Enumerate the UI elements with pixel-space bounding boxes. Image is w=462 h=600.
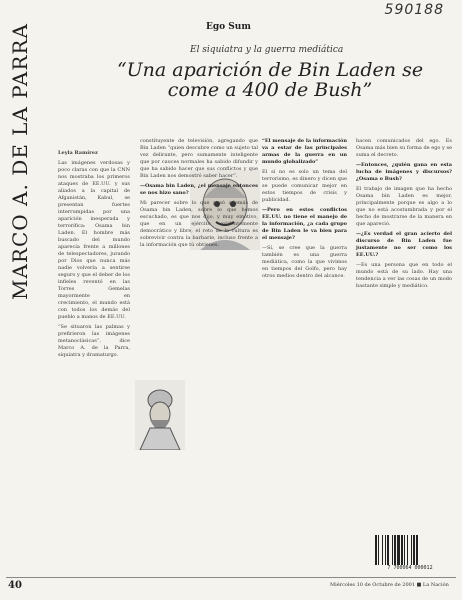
barcode-number: 7 700064 000012 (387, 565, 433, 571)
paragraph: hacen comunicados del ego. Es Osama más bien su forma de ego y se suma el decreto. (356, 138, 452, 158)
article-column-2 (140, 138, 258, 252)
caricature-illustration (135, 380, 185, 450)
interview-question: —¿Es verdad el gran acierto del discurso de Bin Laden fue justamente no ser como los EE.UU.? (356, 231, 452, 258)
headline: “Una aparición de Bin Laden se come a 400 de Bush” (116, 59, 424, 101)
kicker: El siquiatra y la guerra mediática (190, 45, 344, 55)
article-column-3 (262, 138, 347, 283)
footer-divider (6, 577, 456, 578)
interview-question: —Osama bin Laden, ¿el mensaje entonces se nos hizo sano? (140, 183, 258, 196)
interview-question: —Entonces, ¿quién gana en esta lucha de imágenes y discursos? ¿Osama o Bush? (356, 162, 452, 182)
section-title: Ego Sum (206, 22, 251, 32)
barcode (375, 535, 445, 575)
paragraph: “Se situaron las palmas y prefirieron las imágenes metanoclásicas”, dice Marco A. de la Parra, siquiatra y dramaturgo. (58, 324, 130, 358)
article-column-4 (356, 138, 452, 293)
archive-stamp: 590188 (384, 2, 444, 18)
paragraph: El trabajo de imagen que ha hecho Osama bin Laden es mejor, principalmente porque es algo a lo que no está acostumbrada y por el hecho de mostrarse de la manera en que apareció. (356, 186, 452, 227)
folio: Miércoles 10 de Octubre de 2001 ■ La Nación (330, 582, 449, 588)
barcode-bar (416, 535, 418, 565)
paragraph: —Sí, se cree que la guerra también es una guerra mediática, como la que vivimos en tiempos del Golfo, pero hay otros medios dentro del alcance. (262, 245, 347, 279)
paragraph: Mi parecer sobre lo que pasó además de Osama bin Laden, sobre lo que hemos escuchado, es que nos dijo, y muy emotivo, que en un ejército evidentemente democrático y libre, el reto de la cultura es sobrevivir contra la barbarie, incluso frente a la información que tú obtienes. (140, 200, 258, 248)
article-column-1 (58, 150, 130, 362)
paragraph: El sí no es solo un tema del terrorismo, es dinero y dicen que se puede comunicar mejor en estos tiempos de crisis y publicidad. (262, 169, 347, 203)
column-name-text: MARCO A. DE LA PARRA (8, 23, 32, 300)
paragraph: —Es una persona que en todo el mundo está de su lado. Hay una tendencia a ver las cosas de un modo bastante simple y mediático. (356, 262, 452, 289)
byline: Leyla Ramírez (58, 150, 98, 156)
paragraph: Las imágenes verdosas y poco claras con que la CNN nos mostraba los primeros ataques de EE.UU. y sus aliados a la capital de Afganistán, Kabul, se presentan fuertes interrumpidas por una aparición inesperada y terrorífica: Osama bin Laden. El hombre más buscado del mundo aparecía frente a millones de telespectadores, jurando por Dios que nunca más nadie volvería a sentirse seguro y que el deber de los infieles reventó en las Torres Gemelas mayormente en crecimiento, el mundo está con todos los demás del pueblo a manos de EE.UU. (58, 160, 130, 320)
page-number: 40 (8, 580, 22, 591)
paragraph: constituyente de televisión, agregando que Bin Laden “quien descubre como un sujeto tal vez delirante, pero sumamente inteligente que por cauces normales ha sabido difundir y que ha sabido hacer que sus conflictos y que Bin Laden nos demostró saber hacer”. (140, 138, 258, 179)
interview-question: “El mensaje de la información va a estar de las principales armas de la guerra en un mundo globalizado” (262, 138, 347, 165)
interview-question: —Pero en estos conflictos EE.UU. no tiene el manejo de la información, ¿a cada grupo de Bin Laden le va bien para el mensaje? (262, 207, 347, 241)
column-name (8, 23, 40, 300)
